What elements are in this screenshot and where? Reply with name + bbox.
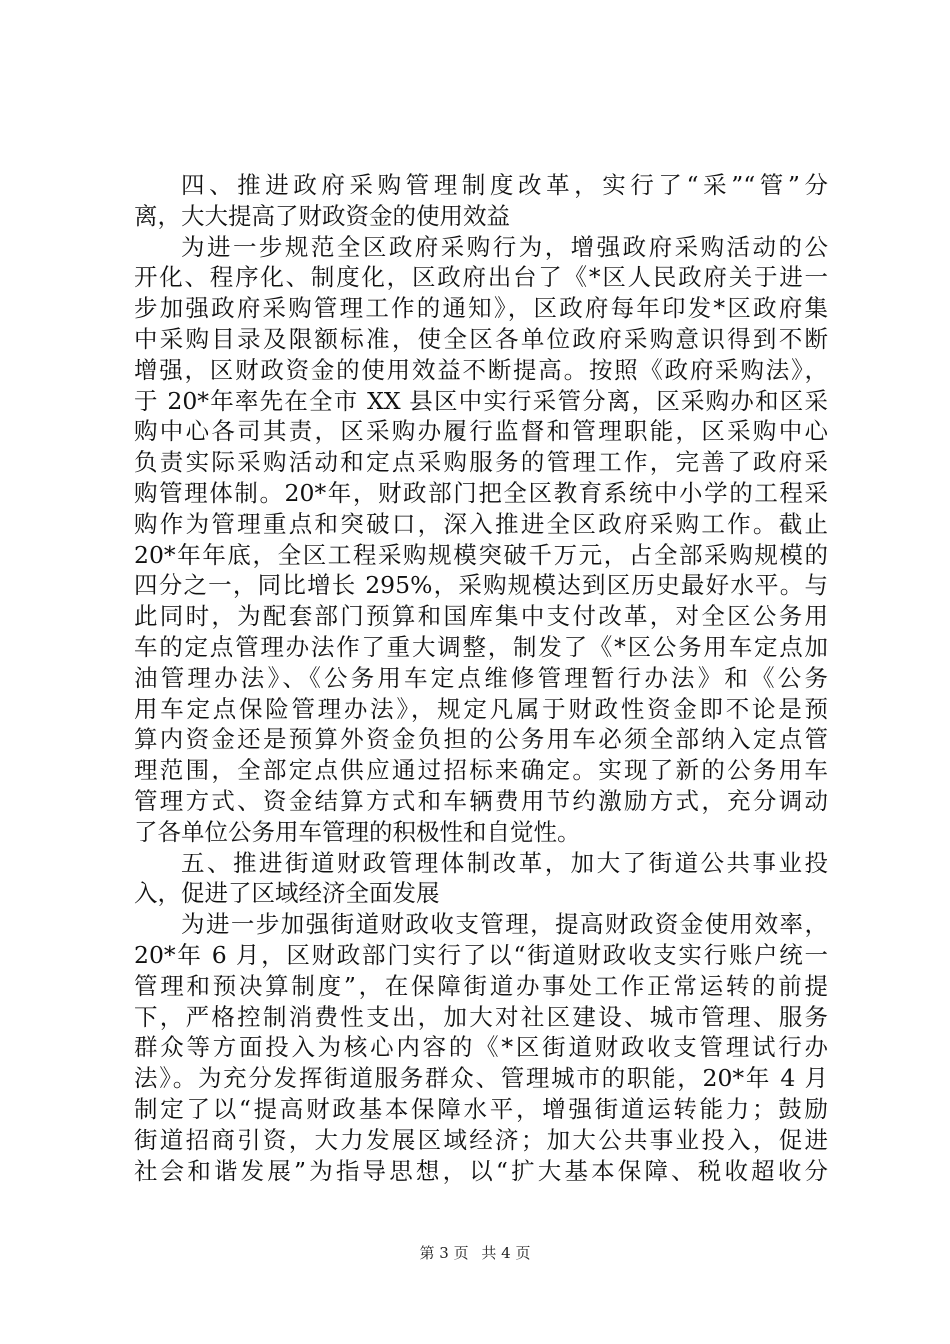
text-line: 理范围，全部定点供应通过招标来确定。实现了新的公务用车: [134, 756, 828, 785]
text-line: 制定了以“提高财政基本保障水平，增强街道运转能力；鼓励: [134, 1094, 828, 1123]
text-line: 负责实际采购活动和定点采购服务的管理工作，完善了政府采: [134, 448, 828, 477]
text-line: 增强，区财政资金的使用效益不断提高。按照《政府采购法》，: [134, 355, 828, 384]
text-line: 算内资金还是预算外资金负担的公务用车必须全部纳入定点管: [134, 725, 828, 754]
text-line: 中采购目录及限额标准，使全区各单位政府采购意识得到不断: [134, 324, 828, 353]
text-line: 购中心各司其责，区采购办履行监督和管理职能，区采购中心: [134, 417, 828, 446]
document-body: [134, 170, 828, 1186]
text-line: 社会和谐发展”为指导思想，以“扩大基本保障、税收超收分: [134, 1156, 828, 1185]
text-line: 购管理体制。20*年，财政部门把全区教育系统中小学的工程采: [134, 478, 828, 507]
text-line: 了各单位公务用车管理的积极性和自觉性。: [134, 817, 581, 846]
text-line: 油管理办法》、《公务用车定点维修管理暂行办法》和《公务: [134, 663, 828, 692]
text-line: 开化、程序化、制度化，区政府出台了《*区人民政府关于进一: [134, 263, 828, 292]
text-line: 下，严格控制消费性支出，加大对社区建设、城市管理、服务: [134, 1002, 828, 1031]
text-line: 20*年年底，全区工程采购规模突破千万元，占全部采购规模的: [134, 540, 828, 569]
text-line: 为进一步加强街道财政收支管理，提高财政资金使用效率，: [181, 910, 828, 939]
text-line: 四、推进政府采购管理制度改革，实行了“采”“管”分: [181, 171, 828, 199]
text-line: 五、推进街道财政管理体制改革，加大了街道公共事业投: [181, 848, 828, 877]
text-line: 街道招商引资，大力发展区域经济；加大公共事业投入，促进: [134, 1125, 828, 1154]
text-line: 20*年 6 月，区财政部门实行了以“街道财政收支实行账户统一: [134, 940, 828, 969]
text-line: 群众等方面投入为核心内容的《*区街道财政收支管理试行办: [134, 1033, 828, 1062]
page-total: 共 4 页: [481, 1244, 531, 1262]
text-line: 于 20*年率先在全市 XX 县区中实行采管分离，区采购办和区采: [134, 386, 828, 415]
text-line: 为进一步规范全区政府采购行为，增强政府采购活动的公: [181, 232, 828, 261]
text-line: 此同时，为配套部门预算和国库集中支付改革，对全区公务用: [134, 602, 828, 631]
text-line: 四分之一，同比增长 295%，采购规模达到区历史最好水平。与: [134, 571, 828, 600]
text-line: 用车定点保险管理办法》，规定凡属于财政性资金即不论是预: [134, 694, 828, 723]
text-line: 步加强政府采购管理工作的通知》，区政府每年印发*区政府集: [134, 294, 828, 323]
text-line: 管理方式、资金结算方式和车辆费用节约激励方式，充分调动: [134, 786, 828, 815]
text-line: 管理和预决算制度”，在保障街道办事处工作正常运转的前提: [134, 971, 828, 1000]
text-line: 离，大大提高了财政资金的使用效益: [134, 201, 510, 230]
text-line: 入，促进了区域经济全面发展: [134, 879, 440, 908]
text-line: 车的定点管理办法作了重大调整，制发了《*区公务用车定点加: [134, 632, 828, 661]
page-number: 第 3 页: [419, 1244, 469, 1262]
page-footer: [0, 1242, 950, 1263]
text-line: 购作为管理重点和突破口，深入推进全区政府采购工作。截止: [134, 509, 828, 538]
text-line: 法》。为充分发挥街道服务群众、管理城市的职能，20*年 4 月: [134, 1064, 828, 1093]
